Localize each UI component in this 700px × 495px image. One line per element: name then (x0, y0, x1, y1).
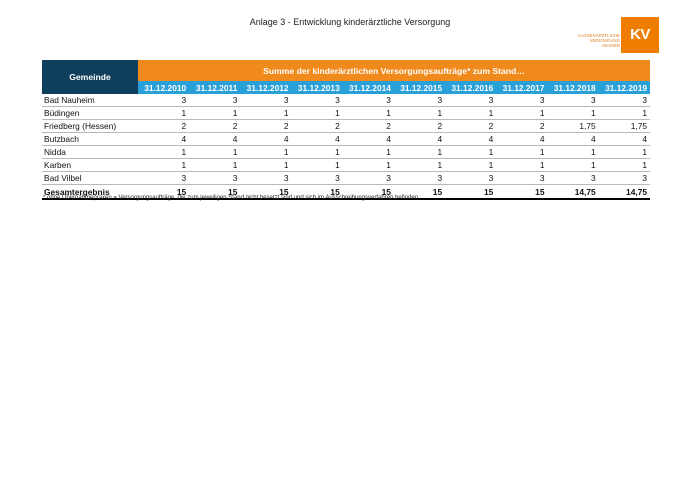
value-cell: 3 (394, 94, 445, 107)
total-cell: 15 (496, 185, 547, 200)
total-cell: 15 (138, 185, 189, 200)
value-cell: 3 (599, 94, 650, 107)
value-cell: 2 (496, 120, 547, 133)
value-cell: 3 (548, 94, 599, 107)
table-row (42, 94, 650, 107)
value-cell: 3 (240, 94, 291, 107)
value-cell: 1 (445, 107, 496, 120)
total-cell: 14,75 (599, 185, 650, 200)
value-cell: 3 (189, 172, 240, 185)
table-row (42, 146, 650, 159)
header-date: 31.12.2018 (548, 81, 599, 94)
value-cell: 1 (548, 146, 599, 159)
header-gemeinde: Gemeinde (42, 60, 138, 94)
value-cell: 1 (599, 107, 650, 120)
value-cell: 1,75 (548, 120, 599, 133)
value-cell: 3 (138, 172, 189, 185)
value-cell: 3 (240, 172, 291, 185)
kv-hessen-logo (570, 17, 660, 55)
row-name: Friedberg (Hessen) (42, 120, 138, 133)
value-cell: 4 (189, 133, 240, 146)
value-cell: 3 (496, 94, 547, 107)
value-cell: 3 (292, 172, 343, 185)
value-cell: 1 (548, 107, 599, 120)
value-cell: 3 (445, 172, 496, 185)
table-row (42, 133, 650, 146)
total-label: Gesamtergebnis (42, 185, 138, 200)
value-cell: 4 (394, 133, 445, 146)
value-cell: 1 (496, 107, 547, 120)
table-row (42, 120, 650, 133)
value-cell: 1 (138, 107, 189, 120)
value-cell: 4 (548, 133, 599, 146)
value-cell: 3 (292, 94, 343, 107)
total-cell: 15 (343, 185, 394, 200)
value-cell: 1 (496, 159, 547, 172)
header-summe: Summe der kinderärztlichen Versorgungsaufträge* zum Stand… (138, 60, 650, 81)
value-cell: 3 (189, 94, 240, 107)
value-cell: 1 (240, 146, 291, 159)
value-cell: 1 (240, 107, 291, 120)
total-cell: 15 (292, 185, 343, 200)
value-cell: 1 (394, 159, 445, 172)
value-cell: 1 (292, 107, 343, 120)
table-row (42, 172, 650, 185)
header-date: 31.12.2015 (394, 81, 445, 94)
row-name: Bad Vilbel (42, 172, 138, 185)
value-cell: 1 (343, 107, 394, 120)
value-cell: 4 (240, 133, 291, 146)
value-cell: 1 (599, 159, 650, 172)
value-cell: 3 (599, 172, 650, 185)
total-cell: 15 (189, 185, 240, 200)
value-cell: 1 (394, 107, 445, 120)
value-cell: 2 (240, 120, 291, 133)
value-cell: 3 (138, 94, 189, 107)
logo-mark-text: KV (630, 26, 650, 43)
header-date: 31.12.2011 (189, 81, 240, 94)
value-cell: 3 (445, 94, 496, 107)
value-cell: 1 (548, 159, 599, 172)
table-row (42, 107, 650, 120)
value-cell: 1 (240, 159, 291, 172)
value-cell: 1 (394, 146, 445, 159)
value-cell: 1 (138, 159, 189, 172)
total-cell: 14,75 (548, 185, 599, 200)
logo-line: HESSEN (602, 43, 620, 48)
value-cell: 1,75 (599, 120, 650, 133)
value-cell: 1 (189, 159, 240, 172)
value-cell: 4 (138, 133, 189, 146)
logo-wordmark (570, 33, 620, 48)
value-cell: 2 (189, 120, 240, 133)
value-cell: 4 (343, 133, 394, 146)
row-name: Butzbach (42, 133, 138, 146)
value-cell: 4 (292, 133, 343, 146)
value-cell: 1 (445, 146, 496, 159)
row-name: Bad Nauheim (42, 94, 138, 107)
header-date: 31.12.2010 (138, 81, 189, 94)
logo-line: KASSENÄRZTLICHE (578, 33, 620, 38)
header-date: 31.12.2014 (343, 81, 394, 94)
value-cell: 1 (189, 107, 240, 120)
header-date: 31.12.2019 (599, 81, 650, 94)
logo-line: VEREINIGUNG (589, 38, 620, 43)
header-date: 31.12.2017 (496, 81, 547, 94)
total-cell: 15 (445, 185, 496, 200)
page-title: Anlage 3 - Entwicklung kinderärztliche Versorgung (249, 17, 451, 27)
value-cell: 1 (292, 159, 343, 172)
value-cell: 1 (445, 159, 496, 172)
header-date: 31.12.2012 (240, 81, 291, 94)
total-cell: 15 (240, 185, 291, 200)
value-cell: 1 (189, 146, 240, 159)
value-cell: 1 (599, 146, 650, 159)
value-cell: 3 (394, 172, 445, 185)
total-cell: 15 (394, 185, 445, 200)
value-cell: 1 (343, 146, 394, 159)
footnote: * ohne Übernahmepraxen = Versorgungsaufträge, die zum jeweiligen Stand nicht besetzt sind und sich im Ausschreibungsverfahren befinden (43, 195, 419, 201)
value-cell: 4 (496, 133, 547, 146)
row-name: Karben (42, 159, 138, 172)
value-cell: 1 (343, 159, 394, 172)
row-name: Büdingen (42, 107, 138, 120)
value-cell: 2 (292, 120, 343, 133)
value-cell: 4 (445, 133, 496, 146)
value-cell: 2 (445, 120, 496, 133)
value-cell: 2 (343, 120, 394, 133)
logo-mark-icon (621, 17, 659, 53)
value-cell: 1 (292, 146, 343, 159)
data-table (42, 60, 650, 200)
value-cell: 1 (496, 146, 547, 159)
header-date: 31.12.2013 (292, 81, 343, 94)
value-cell: 4 (599, 133, 650, 146)
header-date: 31.12.2016 (445, 81, 496, 94)
value-cell: 3 (496, 172, 547, 185)
row-name: Nidda (42, 146, 138, 159)
value-cell: 2 (394, 120, 445, 133)
value-cell: 3 (343, 172, 394, 185)
value-cell: 2 (138, 120, 189, 133)
value-cell: 3 (548, 172, 599, 185)
value-cell: 1 (138, 146, 189, 159)
table-row (42, 159, 650, 172)
table-body (42, 94, 650, 199)
value-cell: 3 (343, 94, 394, 107)
